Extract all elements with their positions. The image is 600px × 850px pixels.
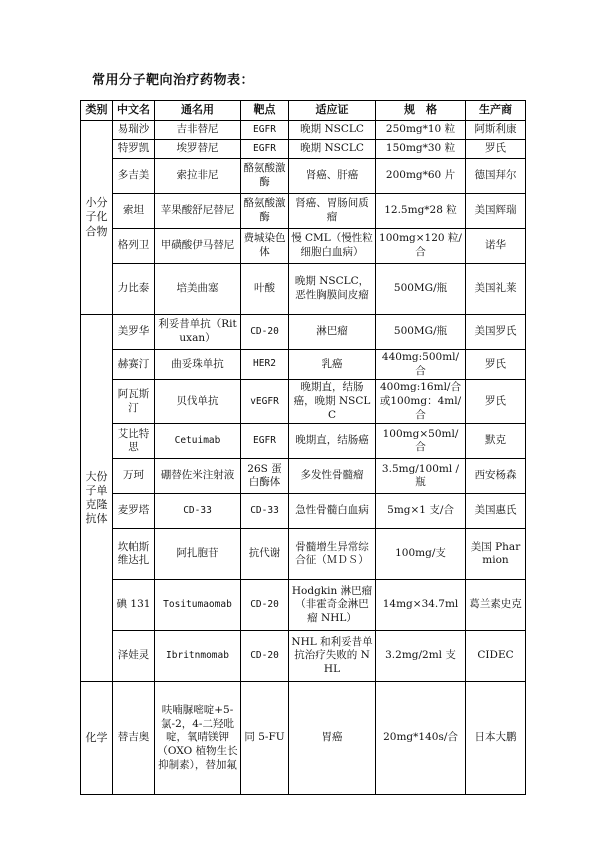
table-header <box>81 101 526 121</box>
cell: CD-20 <box>241 315 289 350</box>
cell: 急性骨髓白血病 <box>289 494 376 529</box>
table-row <box>81 140 526 159</box>
drug-table <box>80 100 526 795</box>
cell: NHL 和利妥昔单抗治疗失败的 NHL <box>289 631 376 682</box>
cell: 肾癌、肝癌 <box>289 159 376 194</box>
cell: 吉非替尼 <box>155 121 241 140</box>
page-title: 常用分子靶向治疗药物表： <box>92 73 255 88</box>
cell: 阿斯利康 <box>466 121 526 140</box>
cell: 晚期 NSCLC <box>289 121 376 140</box>
cell: 100mg×120 粒/合 <box>376 229 466 264</box>
cell: 美国礼莱 <box>466 264 526 315</box>
cell: 苹果酸舒尼替尼 <box>155 194 241 229</box>
cell: 美国 Pharmion <box>466 529 526 580</box>
cell: 酪氨酸激酶 <box>241 194 289 229</box>
cell: CD-33 <box>241 494 289 529</box>
cell: 易瑞沙 <box>113 121 155 140</box>
cell: 西安杨森 <box>466 459 526 494</box>
cell: 索拉非尼 <box>155 159 241 194</box>
cell: 硼替佐米注射液 <box>155 459 241 494</box>
cell: Hodgkin 淋巴瘤（非霍奇金淋巴瘤 NHL） <box>289 580 376 631</box>
cell: 葛兰素史克 <box>466 580 526 631</box>
cell: 多吉美 <box>113 159 155 194</box>
cell: 慢 CML（慢性粒细胞白血病） <box>289 229 376 264</box>
table-row <box>81 580 526 631</box>
cell: 乳癌 <box>289 350 376 380</box>
cell: 赫赛汀 <box>113 350 155 380</box>
table-row <box>81 159 526 194</box>
cell: 胃癌 <box>289 682 376 795</box>
cell: HER2 <box>241 350 289 380</box>
cell: 阿瓦斯汀 <box>113 380 155 424</box>
cell: 14mg×34.7ml <box>376 580 466 631</box>
cell: EGFR <box>241 140 289 159</box>
cell: 26S 蛋白酶体 <box>241 459 289 494</box>
cell: 晚期 NSCLC <box>289 140 376 159</box>
table-row <box>81 229 526 264</box>
table-row <box>81 315 526 350</box>
cell: 呋喃脲嘧啶+5-氯-2，4-二羟吡啶，氧晴镁钾（OXO 植物生长抑制素），替加氟 <box>155 682 241 795</box>
cell: 美国辉瑞 <box>466 194 526 229</box>
header-indication: 适应证 <box>289 101 376 121</box>
cell: 美罗华 <box>113 315 155 350</box>
cell: 甲磺酸伊马替尼 <box>155 229 241 264</box>
cell: 叶酸 <box>241 264 289 315</box>
header-spec: 规 格 <box>376 101 466 121</box>
cell: vEGFR <box>241 380 289 424</box>
cell: EGFR <box>241 424 289 459</box>
category-cell: 大份子单克隆抗体 <box>81 315 113 682</box>
cell: 12.5mg*28 粒 <box>376 194 466 229</box>
table-row <box>81 494 526 529</box>
cell: CD-33 <box>155 494 241 529</box>
cell: 麦罗塔 <box>113 494 155 529</box>
cell: 费城染色体 <box>241 229 289 264</box>
category-cell: 化学 <box>81 682 113 795</box>
cell: 100mg/支 <box>376 529 466 580</box>
cell: 250mg*10 粒 <box>376 121 466 140</box>
cell: 艾比特思 <box>113 424 155 459</box>
cell: 罗氏 <box>466 380 526 424</box>
table-row <box>81 424 526 459</box>
cell: 罗氏 <box>466 140 526 159</box>
cell: 骨髓增生异常综合征（ＭＤＳ） <box>289 529 376 580</box>
cell: 400mg:16ml/合或100mg：4ml/合 <box>376 380 466 424</box>
table-row <box>81 380 526 424</box>
table-row <box>81 529 526 580</box>
table-row <box>81 682 526 795</box>
table-row <box>81 631 526 682</box>
table-row <box>81 121 526 140</box>
cell: 晚期直，结肠癌，晚期 NSCLC <box>289 380 376 424</box>
cell: 美国罗氏 <box>466 315 526 350</box>
cell: CIDEC <box>466 631 526 682</box>
cell: 同 5-FU <box>241 682 289 795</box>
cell: 泽娃灵 <box>113 631 155 682</box>
cell: 替吉奥 <box>113 682 155 795</box>
cell: 默克 <box>466 424 526 459</box>
header-manufacturer: 生产商 <box>466 101 526 121</box>
cell: 埃罗替尼 <box>155 140 241 159</box>
cell: CD-20 <box>241 580 289 631</box>
table-row <box>81 459 526 494</box>
cell: 特罗凯 <box>113 140 155 159</box>
cell: 贝伐单抗 <box>155 380 241 424</box>
cell: 力比泰 <box>113 264 155 315</box>
cell: 500MG/瓶 <box>376 264 466 315</box>
cell: 20mg*140s/合 <box>376 682 466 795</box>
cell: 罗氏 <box>466 350 526 380</box>
cell: 440mg:500ml/合 <box>376 350 466 380</box>
cell: 坎帕斯维达扎 <box>113 529 155 580</box>
cell: 100mg×50ml/合 <box>376 424 466 459</box>
header-generic-name: 通名用 <box>155 101 241 121</box>
cell: Cetuimab <box>155 424 241 459</box>
cell: 诺华 <box>466 229 526 264</box>
cell: Tositumaomab <box>155 580 241 631</box>
cell: 200mg*60 片 <box>376 159 466 194</box>
cell: 3.5mg/100ml /瓶 <box>376 459 466 494</box>
cell: 3.2mg/2ml 支 <box>376 631 466 682</box>
cell: 格列卫 <box>113 229 155 264</box>
cell: 万珂 <box>113 459 155 494</box>
table-row <box>81 194 526 229</box>
table-row <box>81 264 526 315</box>
cell: 美国惠氏 <box>466 494 526 529</box>
cell: EGFR <box>241 121 289 140</box>
category-cell: 小分子化合物 <box>81 121 113 315</box>
cell: 抗代谢 <box>241 529 289 580</box>
cell: 晚期 NSCLC，恶性胸膜间皮瘤 <box>289 264 376 315</box>
header-category: 类别 <box>81 101 113 121</box>
cell: 曲妥珠单抗 <box>155 350 241 380</box>
cell: 培美曲塞 <box>155 264 241 315</box>
cell: 索坦 <box>113 194 155 229</box>
cell: 150mg*30 粒 <box>376 140 466 159</box>
cell: 肾癌、胃肠间质瘤 <box>289 194 376 229</box>
cell: 500MG/瓶 <box>376 315 466 350</box>
cell: 淋巴瘤 <box>289 315 376 350</box>
cell: 日本大鹏 <box>466 682 526 795</box>
header-target: 靶点 <box>241 101 289 121</box>
cell: CD-20 <box>241 631 289 682</box>
cell: 德国拜尔 <box>466 159 526 194</box>
cell: 利妥昔单抗（Rituxan） <box>155 315 241 350</box>
table-row <box>81 350 526 380</box>
cell: 多发性骨髓瘤 <box>289 459 376 494</box>
cell: 酪氨酸激酶 <box>241 159 289 194</box>
cell: 阿扎胞苷 <box>155 529 241 580</box>
cell: 5mg×1 支/合 <box>376 494 466 529</box>
cell: 晚期直，结肠癌 <box>289 424 376 459</box>
cell: Ibritnmomab <box>155 631 241 682</box>
cell: 碘 131 <box>113 580 155 631</box>
header-chinese-name: 中文名 <box>113 101 155 121</box>
